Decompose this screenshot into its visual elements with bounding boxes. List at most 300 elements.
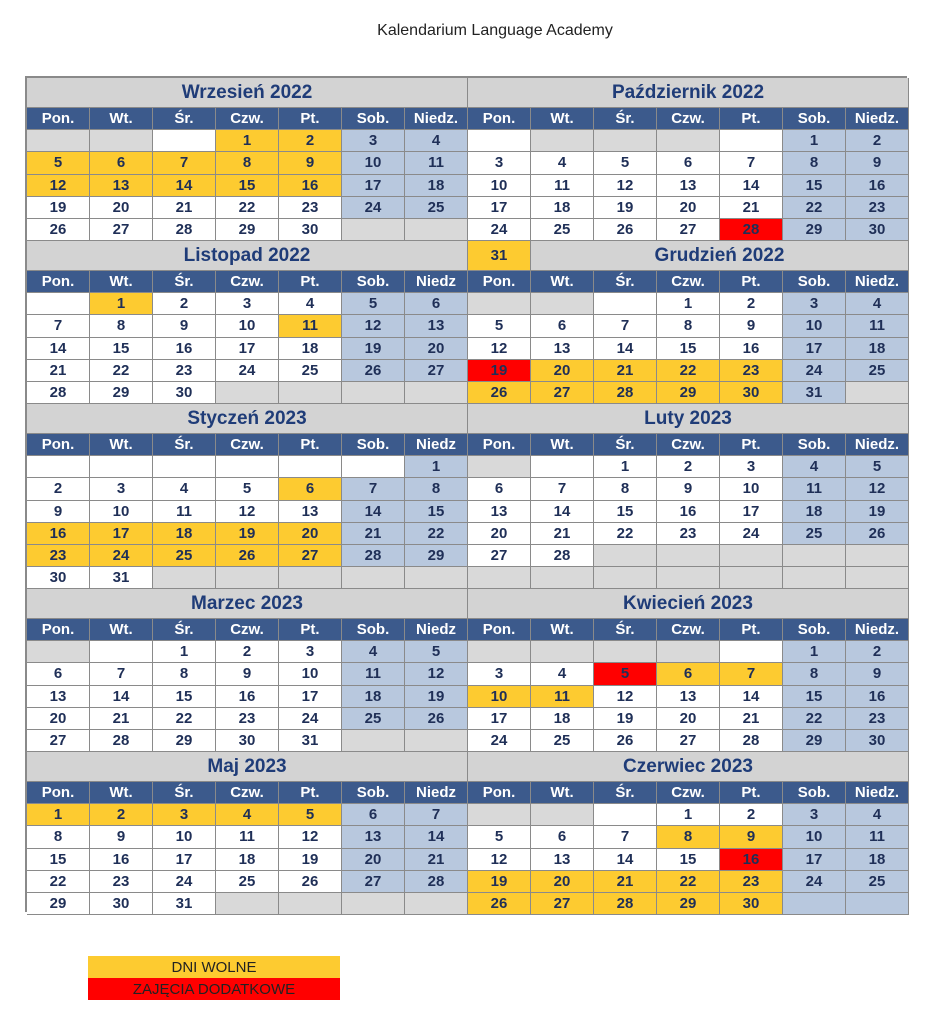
weekday-header: Pon. <box>27 434 90 456</box>
day-cell: 26 <box>279 871 342 893</box>
weekday-header: Niedz. <box>846 271 909 293</box>
empty-cell <box>216 456 279 478</box>
month-title: Październik 2022 <box>468 78 909 108</box>
empty-cell <box>342 567 405 589</box>
day-cell: 15 <box>153 686 216 708</box>
day-cell: 4 <box>531 663 594 685</box>
empty-cell <box>531 641 594 663</box>
day-cell: 6 <box>405 293 468 315</box>
day-cell: 10 <box>468 686 531 708</box>
day-cell: 6 <box>342 804 405 826</box>
day-cell: 4 <box>279 293 342 315</box>
day-cell: 2 <box>657 456 720 478</box>
weekday-header: Pon. <box>468 271 531 293</box>
month-title: Czerwiec 2023 <box>468 752 909 782</box>
day-cell: 12 <box>468 849 531 871</box>
day-cell: 2 <box>720 293 783 315</box>
empty-cell <box>846 545 909 567</box>
day-cell: 9 <box>846 663 909 685</box>
day-cell: 28 <box>27 382 90 404</box>
calendar-grid <box>25 76 907 912</box>
day-cell: 16 <box>720 849 783 871</box>
day-cell: 17 <box>468 708 531 730</box>
day-cell: 6 <box>90 152 153 174</box>
day-cell: 14 <box>153 175 216 197</box>
weekday-header: Pon. <box>27 619 90 641</box>
empty-cell <box>279 456 342 478</box>
day-cell: 4 <box>153 478 216 500</box>
day-cell: 14 <box>405 826 468 848</box>
day-cell: 20 <box>531 360 594 382</box>
day-cell: 2 <box>846 130 909 152</box>
day-cell: 19 <box>846 501 909 523</box>
day-cell: 7 <box>531 478 594 500</box>
empty-cell <box>216 567 279 589</box>
day-cell: 13 <box>342 826 405 848</box>
empty-cell <box>216 893 279 915</box>
weekday-header: Wt. <box>531 782 594 804</box>
weekday-header: Sob. <box>342 271 405 293</box>
empty-cell <box>846 382 909 404</box>
day-cell: 20 <box>342 849 405 871</box>
day-cell: 11 <box>531 686 594 708</box>
day-cell: 22 <box>405 523 468 545</box>
day-cell: 11 <box>342 663 405 685</box>
day-cell: 16 <box>216 686 279 708</box>
day-cell: 24 <box>783 360 846 382</box>
empty-cell <box>279 893 342 915</box>
day-cell: 3 <box>153 804 216 826</box>
empty-cell <box>90 456 153 478</box>
empty-cell <box>342 219 405 241</box>
day-cell: 2 <box>720 804 783 826</box>
day-cell: 15 <box>657 849 720 871</box>
day-cell: 24 <box>468 219 531 241</box>
weekday-header: Sob. <box>342 108 405 130</box>
day-cell: 31 <box>279 730 342 752</box>
day-cell: 27 <box>90 219 153 241</box>
day-cell: 29 <box>657 893 720 915</box>
empty-cell <box>846 567 909 589</box>
day-cell: 5 <box>468 826 531 848</box>
empty-cell <box>594 567 657 589</box>
day-cell: 4 <box>342 641 405 663</box>
day-cell: 29 <box>783 730 846 752</box>
empty-cell <box>720 130 783 152</box>
day-cell: 31 <box>783 382 846 404</box>
weekday-header: Wt. <box>531 108 594 130</box>
empty-cell <box>594 130 657 152</box>
day-cell: 3 <box>279 641 342 663</box>
day-cell: 21 <box>405 849 468 871</box>
day-cell: 5 <box>846 456 909 478</box>
empty-cell <box>468 641 531 663</box>
month-title: Grudzień 2022 <box>531 241 909 271</box>
day-cell: 12 <box>846 478 909 500</box>
day-cell: 22 <box>594 523 657 545</box>
day-cell: 27 <box>657 730 720 752</box>
weekday-header: Sob. <box>783 271 846 293</box>
day-cell: 27 <box>531 382 594 404</box>
day-cell: 6 <box>468 478 531 500</box>
empty-cell <box>468 293 531 315</box>
weekday-header: Niedz <box>405 619 468 641</box>
month-title: Styczeń 2023 <box>27 404 468 434</box>
day-cell: 3 <box>468 663 531 685</box>
day-cell: 28 <box>720 219 783 241</box>
day-cell: 6 <box>27 663 90 685</box>
empty-cell <box>531 130 594 152</box>
day-cell: 13 <box>531 338 594 360</box>
day-cell: 17 <box>468 197 531 219</box>
weekday-header: Pt. <box>720 108 783 130</box>
empty-cell <box>153 130 216 152</box>
day-cell: 25 <box>846 360 909 382</box>
day-cell: 17 <box>720 501 783 523</box>
weekday-header: Sob. <box>783 434 846 456</box>
day-cell: 12 <box>216 501 279 523</box>
day-cell: 6 <box>657 152 720 174</box>
day-cell: 25 <box>783 523 846 545</box>
day-cell: 4 <box>783 456 846 478</box>
day-cell: 23 <box>846 708 909 730</box>
day-cell: 9 <box>720 315 783 337</box>
day-cell: 13 <box>468 501 531 523</box>
day-cell: 1 <box>657 804 720 826</box>
day-cell: 20 <box>279 523 342 545</box>
day-cell: 4 <box>216 804 279 826</box>
day-cell: 9 <box>153 315 216 337</box>
day-cell: 21 <box>594 871 657 893</box>
day-cell: 12 <box>279 826 342 848</box>
empty-cell <box>594 804 657 826</box>
day-cell: 12 <box>468 338 531 360</box>
day-cell: 31 <box>90 567 153 589</box>
weekday-header: Pon. <box>468 434 531 456</box>
day-cell: 25 <box>846 871 909 893</box>
day-cell: 21 <box>720 197 783 219</box>
day-cell: 14 <box>594 338 657 360</box>
day-cell: 29 <box>657 382 720 404</box>
day-cell: 30 <box>90 893 153 915</box>
day-cell: 28 <box>342 545 405 567</box>
day-cell: 11 <box>153 501 216 523</box>
day-cell: 9 <box>720 826 783 848</box>
weekday-header: Czw. <box>657 434 720 456</box>
day-cell: 15 <box>783 686 846 708</box>
weekday-header: Pt. <box>279 108 342 130</box>
day-cell: 27 <box>531 893 594 915</box>
day-cell: 10 <box>279 663 342 685</box>
day-cell: 14 <box>27 338 90 360</box>
weekday-header: Pt. <box>279 271 342 293</box>
weekday-header: Pon. <box>27 108 90 130</box>
day-cell: 1 <box>153 641 216 663</box>
day-cell: 20 <box>657 708 720 730</box>
weekday-header: Pt. <box>279 434 342 456</box>
weekday-header: Czw. <box>216 271 279 293</box>
weekday-header: Wt. <box>90 619 153 641</box>
day-cell: 13 <box>90 175 153 197</box>
day-cell: 15 <box>405 501 468 523</box>
day-cell: 2 <box>153 293 216 315</box>
weekday-header: Sob. <box>783 108 846 130</box>
day-cell: 28 <box>153 219 216 241</box>
day-cell: 3 <box>468 152 531 174</box>
month-title: Marzec 2023 <box>27 589 468 619</box>
month-title: Luty 2023 <box>468 404 909 434</box>
day-cell: 9 <box>27 501 90 523</box>
empty-cell <box>27 130 90 152</box>
day-cell: 13 <box>531 849 594 871</box>
month-title: Kwiecień 2023 <box>468 589 909 619</box>
day-cell: 23 <box>720 360 783 382</box>
day-cell: 12 <box>405 663 468 685</box>
empty-cell <box>846 893 909 915</box>
day-cell: 22 <box>153 708 216 730</box>
day-cell: 11 <box>405 152 468 174</box>
day-cell: 20 <box>657 197 720 219</box>
day-cell: 11 <box>279 315 342 337</box>
day-cell: 30 <box>153 382 216 404</box>
empty-cell <box>342 893 405 915</box>
day-cell: 26 <box>468 893 531 915</box>
day-cell: 21 <box>594 360 657 382</box>
day-cell: 17 <box>783 338 846 360</box>
day-cell: 19 <box>342 338 405 360</box>
day-cell: 25 <box>153 545 216 567</box>
day-cell: 8 <box>405 478 468 500</box>
day-cell: 12 <box>27 175 90 197</box>
weekday-header: Czw. <box>657 108 720 130</box>
day-cell: 20 <box>90 197 153 219</box>
day-cell: 30 <box>846 730 909 752</box>
day-cell: 11 <box>846 826 909 848</box>
weekday-header: Czw. <box>216 434 279 456</box>
day-cell: 3 <box>90 478 153 500</box>
day-cell: 21 <box>153 197 216 219</box>
empty-cell <box>657 641 720 663</box>
day-cell: 29 <box>405 545 468 567</box>
day-cell: 20 <box>27 708 90 730</box>
day-cell: 8 <box>783 663 846 685</box>
day-cell: 11 <box>846 315 909 337</box>
day-cell: 22 <box>783 197 846 219</box>
day-cell: 22 <box>27 871 90 893</box>
weekday-header: Wt. <box>90 108 153 130</box>
weekday-header: Niedz. <box>405 108 468 130</box>
day-cell: 23 <box>720 871 783 893</box>
day-cell: 4 <box>846 804 909 826</box>
day-cell: 18 <box>783 501 846 523</box>
day-cell: 10 <box>90 501 153 523</box>
day-cell: 18 <box>405 175 468 197</box>
day-cell: 1 <box>405 456 468 478</box>
day-cell: 9 <box>90 826 153 848</box>
empty-cell <box>405 567 468 589</box>
empty-cell <box>27 456 90 478</box>
day-cell: 28 <box>531 545 594 567</box>
day-cell: 12 <box>594 686 657 708</box>
day-cell: 9 <box>279 152 342 174</box>
day-cell: 26 <box>27 219 90 241</box>
weekday-header: Wt. <box>531 619 594 641</box>
day-cell: 3 <box>783 804 846 826</box>
day-cell: 22 <box>657 871 720 893</box>
empty-cell <box>594 641 657 663</box>
weekday-header: Pon. <box>468 619 531 641</box>
day-cell: 17 <box>153 849 216 871</box>
day-cell: 1 <box>657 293 720 315</box>
day-cell: 8 <box>27 826 90 848</box>
weekday-header: Niedz. <box>846 619 909 641</box>
day-cell: 5 <box>27 152 90 174</box>
day-cell: 1 <box>27 804 90 826</box>
empty-cell <box>594 545 657 567</box>
day-cell: 5 <box>468 315 531 337</box>
day-cell: 26 <box>594 730 657 752</box>
empty-cell <box>468 567 531 589</box>
empty-cell <box>531 456 594 478</box>
weekday-header: Niedz. <box>846 108 909 130</box>
day-cell: 12 <box>342 315 405 337</box>
empty-cell <box>657 545 720 567</box>
day-cell: 12 <box>594 175 657 197</box>
weekday-header: Śr. <box>153 271 216 293</box>
day-cell: 7 <box>720 663 783 685</box>
day-cell: 5 <box>279 804 342 826</box>
weekday-header: Pt. <box>279 782 342 804</box>
empty-cell <box>90 641 153 663</box>
empty-cell <box>279 567 342 589</box>
day-cell: 23 <box>846 197 909 219</box>
day-cell: 21 <box>27 360 90 382</box>
day-cell: 28 <box>594 382 657 404</box>
day-cell: 25 <box>531 219 594 241</box>
day-cell: 14 <box>90 686 153 708</box>
day-cell: 5 <box>594 152 657 174</box>
month-title: Listopad 2022 <box>27 241 468 271</box>
day-cell: 30 <box>216 730 279 752</box>
day-cell: 19 <box>468 871 531 893</box>
day-cell: 29 <box>216 219 279 241</box>
weekday-header: Śr. <box>594 271 657 293</box>
day-cell: 8 <box>216 152 279 174</box>
legend-extra-classes: ZAJĘCIA DODATKOWE <box>88 978 340 1000</box>
day-cell: 30 <box>27 567 90 589</box>
day-cell: 23 <box>27 545 90 567</box>
day-cell: 23 <box>657 523 720 545</box>
weekday-header: Niedz. <box>846 782 909 804</box>
weekday-header: Sob. <box>783 782 846 804</box>
day-cell: 8 <box>657 315 720 337</box>
day-cell: 18 <box>279 338 342 360</box>
day-cell: 18 <box>216 849 279 871</box>
weekday-header: Śr. <box>153 782 216 804</box>
day-cell: 6 <box>531 826 594 848</box>
weekday-header: Czw. <box>657 619 720 641</box>
day-cell: 18 <box>153 523 216 545</box>
day-cell: 1 <box>594 456 657 478</box>
month-title: Maj 2023 <box>27 752 468 782</box>
day-cell: 20 <box>531 871 594 893</box>
weekday-header: Czw. <box>216 782 279 804</box>
weekday-header: Pon. <box>27 782 90 804</box>
weekday-header: Śr. <box>594 108 657 130</box>
empty-cell <box>27 641 90 663</box>
weekday-header: Pt. <box>720 782 783 804</box>
empty-cell <box>783 893 846 915</box>
day-cell: 5 <box>405 641 468 663</box>
day-cell: 8 <box>657 826 720 848</box>
day-cell: 15 <box>90 338 153 360</box>
day-cell: 23 <box>216 708 279 730</box>
day-cell: 30 <box>846 219 909 241</box>
day-cell: 19 <box>594 197 657 219</box>
day-cell: 7 <box>90 663 153 685</box>
empty-cell <box>783 545 846 567</box>
day-cell: 26 <box>342 360 405 382</box>
weekday-header: Wt. <box>90 782 153 804</box>
day-cell: 6 <box>531 315 594 337</box>
weekday-header: Wt. <box>531 434 594 456</box>
day-cell: 27 <box>27 730 90 752</box>
day-cell: 21 <box>720 708 783 730</box>
empty-cell <box>468 804 531 826</box>
day-cell: 22 <box>657 360 720 382</box>
day-cell: 14 <box>531 501 594 523</box>
day-cell: 9 <box>216 663 279 685</box>
day-cell: 27 <box>279 545 342 567</box>
weekday-header: Śr. <box>153 108 216 130</box>
day-cell: 10 <box>783 826 846 848</box>
day-cell: 7 <box>27 315 90 337</box>
weekday-header: Pon. <box>27 271 90 293</box>
day-cell: 10 <box>216 315 279 337</box>
day-cell: 23 <box>153 360 216 382</box>
day-cell: 4 <box>846 293 909 315</box>
weekday-header: Niedz <box>405 782 468 804</box>
weekday-header: Niedz. <box>846 434 909 456</box>
day-cell: 2 <box>90 804 153 826</box>
day-cell: 30 <box>279 219 342 241</box>
day-cell: 26 <box>405 708 468 730</box>
weekday-header: Czw. <box>657 782 720 804</box>
empty-cell <box>153 567 216 589</box>
day-cell: 28 <box>594 893 657 915</box>
day-cell: 7 <box>342 478 405 500</box>
weekday-header: Pt. <box>720 434 783 456</box>
day-cell: 4 <box>531 152 594 174</box>
day-cell: 15 <box>783 175 846 197</box>
day-cell: 3 <box>720 456 783 478</box>
empty-cell <box>657 130 720 152</box>
weekday-header: Pt. <box>720 619 783 641</box>
day-cell: 19 <box>279 849 342 871</box>
empty-cell <box>405 893 468 915</box>
day-cell: 22 <box>216 197 279 219</box>
weekday-header: Wt. <box>90 271 153 293</box>
weekday-header: Wt. <box>90 434 153 456</box>
day-cell: 7 <box>153 152 216 174</box>
weekday-header: Sob. <box>342 619 405 641</box>
day-cell: 28 <box>90 730 153 752</box>
day-cell: 25 <box>279 360 342 382</box>
day-cell: 16 <box>90 849 153 871</box>
day-cell: 29 <box>153 730 216 752</box>
day-cell: 1 <box>783 641 846 663</box>
weekday-header: Pt. <box>279 619 342 641</box>
